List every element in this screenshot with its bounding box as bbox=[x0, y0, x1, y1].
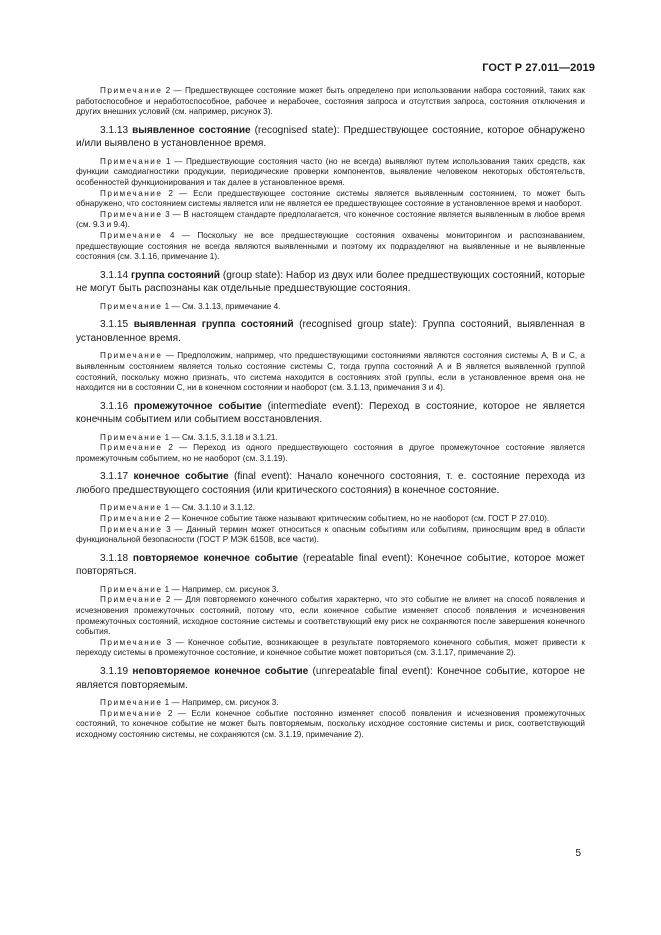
term-definition bbox=[76, 665, 585, 692]
note-number: 1 bbox=[162, 584, 170, 594]
note-number: 3 bbox=[162, 637, 172, 647]
term-definition bbox=[76, 470, 585, 497]
note-label: Примечание bbox=[100, 188, 163, 198]
note bbox=[76, 638, 585, 659]
term-name: выявленная группа состояний bbox=[133, 319, 294, 331]
note-label: Примечание bbox=[100, 351, 163, 361]
note-number: 3 bbox=[162, 209, 170, 219]
page-number: 5 bbox=[575, 848, 581, 859]
term-name: неповторяемое конечное событие bbox=[132, 666, 309, 677]
note-label: Примечание bbox=[100, 698, 163, 707]
note-number: 1 bbox=[162, 698, 170, 707]
note-label: Примечание bbox=[100, 637, 163, 647]
note-number: 2 bbox=[162, 86, 171, 95]
note-text: — Предшествующие состояния часто (но не всегда) выявляют путем использования таких средств, как функции самодиагностики продукции, периодические проверки компонентов, выявление человеком некоторых обстоятельств, особенностей функционирования и так далее в установленное время. bbox=[76, 156, 585, 187]
term-definition bbox=[76, 400, 585, 427]
note-label: Примечание bbox=[100, 524, 163, 534]
note-label: Примечание bbox=[100, 301, 163, 311]
note bbox=[76, 709, 585, 741]
note-text: — Если предшествующее состояние системы является выявленным состоянием, то может быть обнаружено, что состоянием системы является или не является ее предшествующее состояние в установленное время и наоборот. bbox=[76, 188, 585, 209]
note bbox=[76, 585, 585, 596]
term-text: (intermediate event): Переход в состояние, которое не является конечным событием или событием восстановления. bbox=[76, 400, 585, 426]
document-body bbox=[76, 86, 585, 740]
term-text: (group state): Набор из двух или более предшествующих состояний, которые не могут быть распознаны как отдельные предшествующие состояния. bbox=[76, 269, 585, 295]
note-text: — См. 3.1.5, 3.1.18 и 3.1.21. bbox=[169, 432, 278, 442]
term-text: (final event): Начало конечного состояния, т. е. состояние перехода из любого предшествующего состояния (или критического состояния) в конечное состояние. bbox=[76, 471, 585, 496]
note-label: Примечание bbox=[100, 595, 163, 605]
note bbox=[76, 433, 585, 444]
term-name: группа состояний bbox=[130, 269, 221, 281]
term-number: 3.1.15 bbox=[100, 319, 129, 331]
note-number: 1 bbox=[162, 432, 170, 442]
note-number: 2 bbox=[162, 514, 170, 524]
term-definition bbox=[76, 269, 585, 296]
note-number: 2 bbox=[162, 595, 171, 605]
note-text: — Данный термин может относиться к опасным событиям или событиям, приносящим вред в области функциональной безопасности (ГОСТ Р МЭК 61508, все части). bbox=[76, 524, 585, 545]
term-name: повторяемое конечное событие bbox=[132, 552, 299, 564]
note bbox=[76, 210, 585, 231]
note-label: Примечание bbox=[100, 514, 163, 524]
note bbox=[76, 443, 585, 464]
note bbox=[76, 302, 585, 313]
term-number: 3.1.18 bbox=[100, 552, 129, 564]
term-number: 3.1.13 bbox=[100, 124, 129, 136]
note-label: Примечание bbox=[100, 156, 163, 166]
note-label: Примечание bbox=[100, 584, 163, 594]
note bbox=[76, 514, 585, 525]
term-name: выявленное состояние bbox=[132, 124, 251, 136]
note-text: — Поскольку не все предшествующие состояния охвачены мониторингом и распознаванием, предшествующие состояния не всегда являются выявленными и поэтому их подразделяют на выявленные и не выявленные состояния (см. 3.1.16, примечание 1). bbox=[76, 230, 585, 262]
note-number: 3 bbox=[162, 524, 171, 534]
term-text: (recognised state): Предшествующее состояние, которое обнаружено и/или выявлено в установленное время. bbox=[76, 124, 585, 150]
note-label: Примечание bbox=[100, 503, 163, 513]
note-label: Примечание bbox=[100, 432, 163, 442]
term-number: 3.1.19 bbox=[100, 666, 129, 677]
note-text: — Конечное событие, возникающее в результате повторяемого конечного события, может привести к переходу системы в промежуточное состояние, и конечное событие может повториться (см. 3.1.17, примечание 2). bbox=[76, 637, 585, 658]
note-text: — См. 3.1.10 и 3.1.12. bbox=[169, 503, 255, 513]
note bbox=[76, 86, 585, 118]
term-number: 3.1.17 bbox=[100, 471, 129, 483]
note-label: Примечание bbox=[100, 209, 163, 219]
term-text: (recognised group state): Группа состояний, выявленная в установленное время. bbox=[76, 319, 585, 344]
note-number: 4 bbox=[162, 230, 175, 240]
note-text: — Для повторяемого конечного события характерно, что это событие не влияет на способ появления и исчезновения промежуточных состояний, потому что, если конечное событие изменяет способ появления и исчезновения промежуточных состояний, исходное состояние системы и соответствующий ему риск не сохраняются после завершения конечного события. bbox=[76, 595, 585, 637]
note-label: Примечание bbox=[100, 443, 163, 453]
note-number: 1 bbox=[162, 301, 170, 311]
note-text: — Конечное событие также называют критическим событием, но не наоборот (см. ГОСТ Р 27.010). bbox=[169, 514, 550, 524]
note-number: 2 bbox=[162, 708, 173, 718]
note-text: — Предшествующее состояние может быть определено при использовании набора состояний, таких как работоспособное и неработоспособное, рабочее и нерабочее, состояния запроса и отсутствия запроса, состояния отключения и других внешних условий (см. например, рисунок 3). bbox=[76, 86, 585, 117]
note bbox=[76, 231, 585, 263]
note-text: — Например, см. рисунок 3. bbox=[169, 584, 279, 594]
note bbox=[76, 189, 585, 210]
term-definition bbox=[76, 318, 585, 345]
note bbox=[76, 157, 585, 189]
term-text: (unrepeatable final event): Конечное событие, которое не является повторяемым. bbox=[76, 666, 585, 691]
note-text: — В настоящем стандарте предполагается, что конечное состояние является выявленным в любое время (см. 9.3 и 9.4). bbox=[76, 209, 585, 230]
note bbox=[76, 503, 585, 514]
term-definition bbox=[76, 124, 585, 151]
note-text: — Переход из одного предшествующего состояния в другое промежуточное состояние является промежуточным событием, но не наоборот (см. 3.1.19). bbox=[76, 443, 585, 463]
term-number: 3.1.16 bbox=[100, 400, 129, 412]
note-text: — Если конечное событие постоянно изменяет способ появления и исчезновения промежуточных состояний, то конечное событие не может быть повторяемым, поскольку исходное состояние системы и риск, соответствующий исходному состоянию системы, не сохраняются (см. 3.1.19, примечание 2). bbox=[76, 708, 585, 739]
note-number: 2 bbox=[162, 188, 173, 198]
note-number: 1 bbox=[162, 156, 171, 166]
note-label: Примечание bbox=[100, 708, 163, 718]
note-number: 1 bbox=[162, 503, 170, 513]
note bbox=[76, 595, 585, 637]
term-definition bbox=[76, 552, 585, 579]
document-header: ГОСТ Р 27.011—2019 bbox=[482, 62, 595, 74]
note-label: Примечание bbox=[100, 86, 163, 95]
term-name: конечное событие bbox=[133, 471, 229, 483]
term-number: 3.1.14 bbox=[100, 269, 129, 281]
note-label: Примечание bbox=[100, 230, 163, 240]
note-text: — Предположим, например, что предшествующими состояниями являются состояния системы А, В и С, а выявленным состоянием является только состояние системы С, тогда группа состояний А и В является выявленной группой состояний, поскольку можно признать, что система находится в состояниях этой группы, если в установленное время она не находится ни в состоянии С, ни в конечном состоянии и наоборот (см. 3.1.13, примечания 3 и 4). bbox=[76, 351, 585, 393]
note bbox=[76, 525, 585, 546]
note-text: — См. 3.1.13, примечание 4. bbox=[169, 301, 281, 311]
term-name: промежуточное событие bbox=[133, 400, 262, 412]
note-text: — Например, см. рисунок 3. bbox=[169, 698, 279, 707]
note bbox=[76, 698, 585, 709]
note-number: 2 bbox=[162, 443, 173, 453]
term-text: (repeatable final event): Конечное событие, которое может повторяться. bbox=[76, 552, 585, 578]
note bbox=[76, 351, 585, 393]
